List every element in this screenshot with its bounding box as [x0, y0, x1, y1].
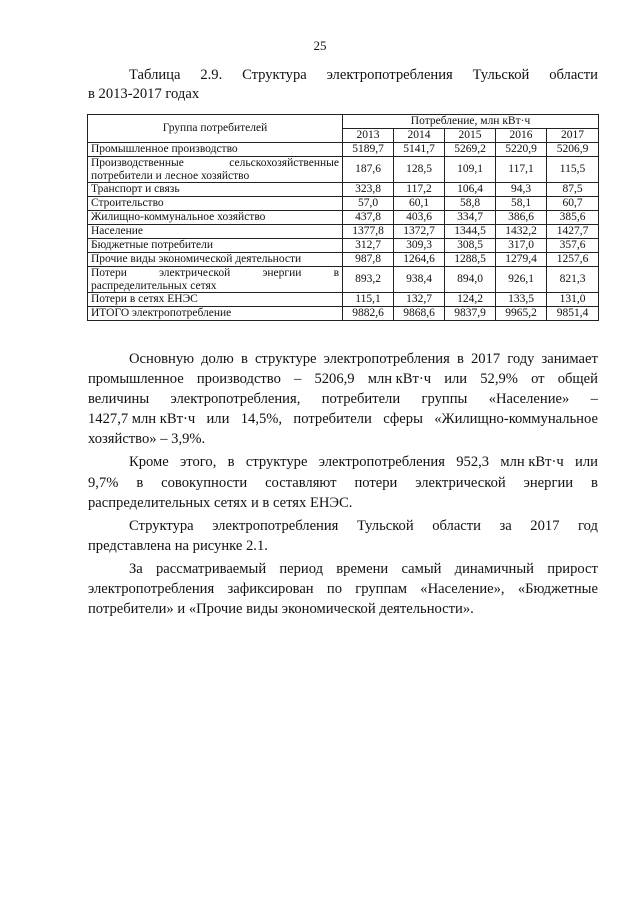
text-word: потребители	[321, 391, 401, 408]
value-cell: 57,0	[343, 197, 394, 211]
text-word: общей	[557, 371, 598, 388]
text-word: «Жилищно-коммунальное	[434, 411, 598, 428]
year-header: 2015	[445, 129, 496, 143]
value-cell: 386,6	[496, 211, 547, 225]
value-cell: 5189,7	[343, 143, 394, 157]
group-name-line: Промышленное производство	[91, 143, 238, 156]
text-word: по	[326, 581, 342, 598]
text-word: млн кВт·ч	[367, 371, 432, 388]
text-word: времени	[336, 560, 389, 577]
consumer-group-cell	[88, 225, 343, 239]
text-word: –	[590, 391, 598, 408]
text-line	[88, 452, 598, 472]
text-line	[88, 349, 598, 369]
table-body	[88, 143, 599, 321]
caption-word: 2.9.	[200, 67, 223, 83]
text-word: период	[279, 560, 324, 577]
table-row	[88, 143, 599, 157]
group-name-line: Жилищно-коммунальное хозяйство	[91, 211, 266, 224]
caption-line-2: в 2013-2017 годах	[88, 86, 200, 102]
text-line	[88, 599, 598, 619]
value-cell: 124,2	[445, 293, 496, 307]
value-cell: 821,3	[547, 267, 599, 293]
paragraph	[88, 559, 598, 619]
text-word: прирост	[547, 560, 598, 577]
text-word: сферы	[383, 411, 423, 428]
value-cell: 5220,9	[496, 143, 547, 157]
value-cell: 94,3	[496, 183, 547, 197]
value-cell: 385,6	[547, 211, 599, 225]
group-name-line: ИТОГО электропотребление	[91, 307, 232, 320]
value-cell: 128,5	[394, 157, 445, 183]
text-word: млн кВт·ч	[500, 454, 564, 471]
group-name-line	[91, 157, 339, 170]
table-row	[88, 157, 599, 183]
text-word: этого,	[180, 454, 217, 471]
text-word: Тульской	[356, 517, 414, 534]
group-name-line: потребители и лесное хозяйство	[91, 169, 250, 182]
value-cell: 131,0	[547, 293, 599, 307]
text-line	[88, 579, 598, 599]
consumption-header: Потребление, млн кВт·ч	[343, 115, 599, 129]
value-cell: 1279,4	[496, 253, 547, 267]
value-cell: 309,3	[394, 239, 445, 253]
text-word: электропотребления	[88, 581, 215, 598]
group-name-word: сельскохозяйственные	[229, 157, 339, 169]
year-header: 2013	[343, 129, 394, 143]
text-word: величины	[88, 391, 150, 408]
table-caption	[88, 66, 598, 104]
text-word: 2017	[530, 517, 560, 534]
value-cell: 1372,7	[394, 225, 445, 239]
value-cell: 1344,5	[445, 225, 496, 239]
value-cell: 117,1	[496, 157, 547, 183]
year-header: 2016	[496, 129, 547, 143]
text-word: или	[575, 454, 598, 471]
text-word: группы	[421, 391, 468, 408]
group-name-line: Потери в сетях ЕНЭС	[91, 293, 198, 306]
text-word: электропотребления,	[170, 391, 301, 408]
value-cell: 87,5	[547, 183, 599, 197]
value-cell: 987,8	[343, 253, 394, 267]
paragraph	[88, 349, 598, 449]
table-row	[88, 225, 599, 239]
value-cell: 1432,2	[496, 225, 547, 239]
value-cell: 58,1	[496, 197, 547, 211]
value-cell: 58,8	[445, 197, 496, 211]
group-name-line	[91, 267, 339, 280]
text-word: динамичный	[454, 560, 534, 577]
consumer-group-cell	[88, 253, 343, 267]
text-word: году	[507, 351, 535, 367]
value-cell: 1264,6	[394, 253, 445, 267]
consumer-group-cell	[88, 211, 343, 225]
text-word: или	[206, 411, 230, 428]
group-name-word: в	[333, 267, 339, 279]
table-row	[88, 293, 599, 307]
text-word: или	[444, 371, 468, 388]
text-word: в	[227, 454, 235, 471]
value-cell: 938,4	[394, 267, 445, 293]
text-word: 5206,9	[314, 371, 355, 388]
value-cell: 5206,9	[547, 143, 599, 157]
text-word: за	[499, 517, 512, 534]
value-cell: 5141,7	[394, 143, 445, 157]
group-name-line: Прочие виды экономической деятельности	[91, 253, 302, 266]
text-word: потребители» и «Прочие виды экономической деятельности».	[88, 601, 474, 618]
text-line	[88, 536, 598, 556]
text-word: совокупности	[161, 474, 248, 491]
text-line	[88, 409, 598, 429]
text-word: производство	[196, 371, 281, 388]
value-cell: 109,1	[445, 157, 496, 183]
group-header: Группа потребителей	[88, 115, 343, 143]
value-cell: 357,6	[547, 239, 599, 253]
text-line	[88, 516, 598, 536]
consumer-group-cell	[88, 183, 343, 197]
value-cell: 1257,6	[547, 253, 599, 267]
table-row	[88, 307, 599, 321]
value-cell: 1377,8	[343, 225, 394, 239]
text-word: «Население»	[488, 391, 570, 408]
text-word: потребители	[293, 411, 372, 428]
value-cell: 117,2	[394, 183, 445, 197]
year-header: 2014	[394, 129, 445, 143]
text-word: –	[294, 371, 302, 388]
value-cell: 893,2	[343, 267, 394, 293]
table-row	[88, 267, 599, 293]
group-name-line: распределительных сетях	[91, 279, 217, 292]
text-word: энергии	[523, 474, 574, 491]
text-word: «Население»,	[420, 581, 505, 598]
value-cell: 60,7	[547, 197, 599, 211]
table-row	[88, 211, 599, 225]
text-line	[88, 493, 598, 513]
text-word: представлена на рисунке 2.1.	[88, 537, 268, 554]
consumer-group-cell	[88, 143, 343, 157]
value-cell: 115,5	[547, 157, 599, 183]
text-word: в	[136, 474, 144, 491]
paragraph	[88, 516, 598, 556]
caption-word: Тульской	[472, 67, 530, 83]
text-word: электрической	[415, 474, 506, 491]
caption-word: электропотребления	[326, 67, 453, 83]
value-cell: 312,7	[343, 239, 394, 253]
group-name-line: Транспорт и связь	[91, 183, 180, 196]
caption-word: Таблица	[129, 67, 181, 83]
caption-word: Структура	[242, 67, 307, 83]
text-word: зафиксирован	[227, 581, 314, 598]
text-line	[88, 559, 598, 579]
value-cell: 115,1	[343, 293, 394, 307]
value-cell: 317,0	[496, 239, 547, 253]
group-name-word: Потери	[91, 267, 127, 279]
text-word: электропотребления	[323, 351, 450, 367]
text-word: самый	[401, 560, 442, 577]
text-word: занимает	[541, 351, 598, 367]
year-header: 2017	[547, 129, 599, 143]
value-cell: 1288,5	[445, 253, 496, 267]
value-cell: 9965,2	[496, 307, 547, 321]
text-word: 14,5%,	[240, 411, 283, 428]
text-line	[88, 369, 598, 389]
text-word: группам	[355, 581, 408, 598]
value-cell: 106,4	[445, 183, 496, 197]
text-word: Структура	[129, 517, 194, 534]
body-text	[88, 349, 598, 622]
text-word: в	[456, 351, 464, 367]
text-word: За	[129, 560, 143, 577]
group-name-word: Производственные	[91, 157, 184, 169]
group-name-word: электрической	[159, 267, 231, 279]
value-cell: 437,8	[343, 211, 394, 225]
value-cell: 894,0	[445, 267, 496, 293]
text-word: 52,9%	[480, 371, 518, 388]
text-word: «Бюджетные	[517, 581, 598, 598]
consumer-group-cell	[88, 157, 343, 183]
value-cell: 1427,7	[547, 225, 599, 239]
value-cell: 926,1	[496, 267, 547, 293]
table-row	[88, 183, 599, 197]
consumer-group-cell	[88, 267, 343, 293]
value-cell: 133,5	[496, 293, 547, 307]
text-line	[88, 473, 598, 493]
value-cell: 334,7	[445, 211, 496, 225]
consumer-group-cell	[88, 239, 343, 253]
group-name-word: энергии	[262, 267, 302, 279]
table-row	[88, 253, 599, 267]
text-word: долю	[201, 351, 234, 367]
table-row	[88, 197, 599, 211]
text-line	[88, 389, 598, 409]
value-cell: 323,8	[343, 183, 394, 197]
text-word: потери	[354, 474, 398, 491]
value-cell: 9882,6	[343, 307, 394, 321]
text-word: электропотребления	[318, 454, 445, 471]
value-cell: 60,1	[394, 197, 445, 211]
value-cell: 308,5	[445, 239, 496, 253]
caption-line-1	[88, 66, 598, 85]
table-header-row	[88, 115, 599, 129]
text-word: 2017	[470, 351, 501, 367]
group-name-line: Население	[91, 225, 144, 238]
text-word: год	[578, 517, 598, 534]
text-word: области	[432, 517, 481, 534]
text-word: промышленное	[88, 371, 184, 388]
value-cell: 5269,2	[445, 143, 496, 157]
value-cell: 9868,6	[394, 307, 445, 321]
value-cell: 132,7	[394, 293, 445, 307]
text-word: рассматриваемый	[156, 560, 267, 577]
table-row	[88, 239, 599, 253]
value-cell: 9837,9	[445, 307, 496, 321]
consumer-group-cell	[88, 307, 343, 321]
page-number: 25	[313, 38, 327, 53]
text-word: хозяйство» – 3,9%.	[88, 431, 206, 448]
consumer-group-cell	[88, 293, 343, 307]
text-word: Кроме	[129, 454, 169, 471]
text-word: Основную	[129, 351, 195, 367]
text-word: электропотребления	[212, 517, 339, 534]
group-name-line: Строительство	[91, 197, 164, 210]
value-cell: 9851,4	[547, 307, 599, 321]
text-line	[88, 429, 598, 449]
consumption-table	[87, 114, 599, 321]
value-cell: 187,6	[343, 157, 394, 183]
text-word: от	[531, 371, 545, 388]
group-name-line: Бюджетные потребители	[91, 239, 214, 252]
text-word: 1427,7 млн кВт·ч	[88, 411, 196, 428]
text-word: распределительных сетях и в сетях ЕНЭС.	[88, 494, 353, 511]
text-word: структуре	[254, 351, 317, 367]
paragraph	[88, 452, 598, 512]
consumer-group-cell	[88, 197, 343, 211]
value-cell: 403,6	[394, 211, 445, 225]
text-word: структуре	[245, 454, 308, 471]
text-word: 952,3	[456, 454, 490, 471]
text-word: 9,7%	[88, 474, 119, 491]
caption-word: области	[549, 67, 598, 83]
text-word: в	[240, 351, 248, 367]
text-word: составляют	[265, 474, 337, 491]
text-word: в	[591, 474, 598, 491]
